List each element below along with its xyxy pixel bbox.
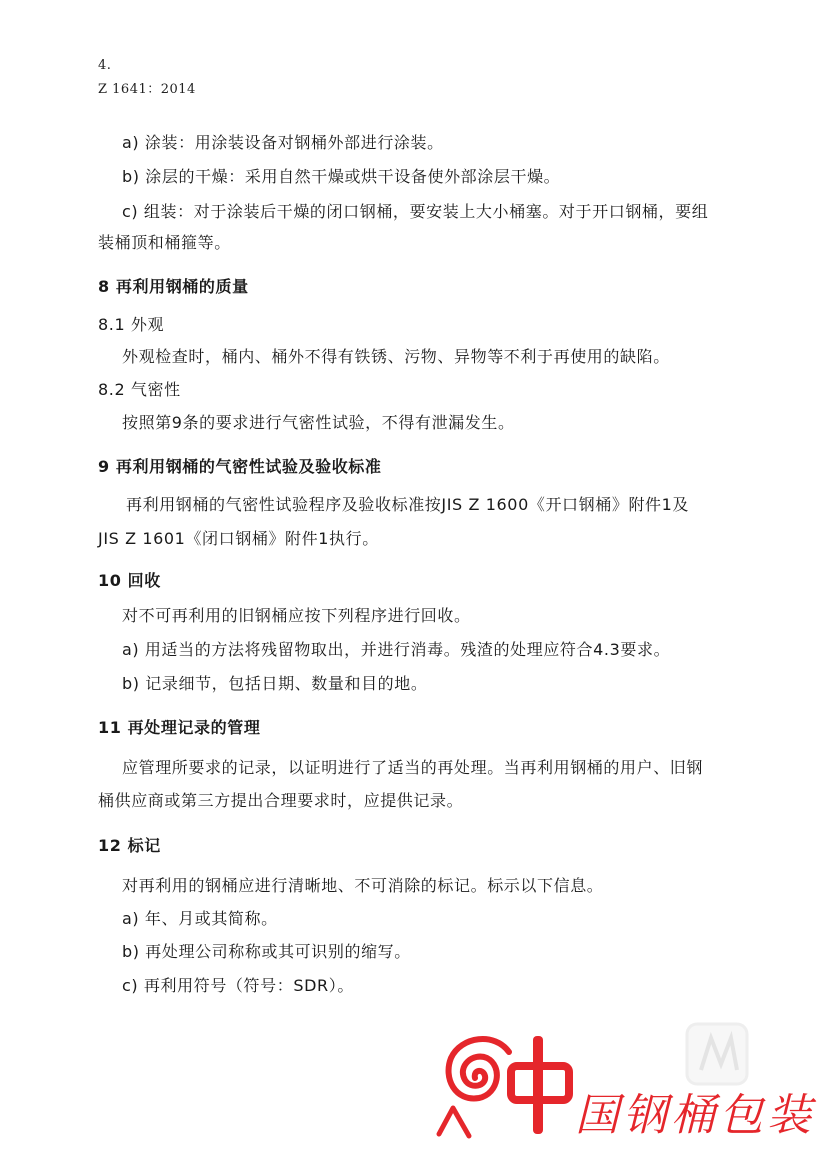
section-11-text: 应管理所要求的记录，以证明进行了适当的再处理。当再利用钢桶的用户、旧钢	[122, 758, 704, 777]
section-11-heading: 11 再处理记录的管理	[98, 718, 261, 737]
svg-text:国钢桶包装: 国钢桶包装	[575, 1090, 815, 1141]
section-9-text: 再利用钢桶的气密性试验程序及验收标准按JIS Z 1600《开口钢桶》附件1及	[126, 495, 690, 514]
section-8-2-heading: 8.2 气密性	[98, 380, 181, 399]
marking-item-c: c) 再利用符号（符号：SDR）。	[122, 976, 354, 995]
marking-item-b: b) 再处理公司称称或其可识别的缩写。	[122, 942, 411, 961]
coating-item-b: b) 涂层的干燥：采用自然干燥或烘干设备使外部涂层干燥。	[122, 167, 561, 186]
standard-code: Z 1641：2014	[98, 82, 196, 97]
assembly-item-c: c) 组装：对于涂装后干燥的闭口钢桶，要安装上大小桶塞。对于开口钢桶，要组	[122, 202, 709, 221]
appearance-text: 外观检查时，桶内、桶外不得有铁锈、污物、异物等不利于再使用的缺陷。	[122, 347, 670, 366]
section-9-heading: 9 再利用钢桶的气密性试验及验收标准	[98, 457, 382, 476]
section-10-intro: 对不可再利用的旧钢桶应按下列程序进行回收。	[122, 606, 471, 625]
section-8-1-heading: 8.1 外观	[98, 315, 165, 334]
coating-item-a: a) 涂装：用涂装设备对钢桶外部进行涂装。	[122, 133, 444, 152]
airtightness-text: 按照第9条的要求进行气密性试验，不得有泄漏发生。	[122, 413, 515, 432]
page-number: 4.	[98, 58, 112, 73]
recovery-item-a: a) 用适当的方法将残留物取出，并进行消毒。残渣的处理应符合4.3要求。	[122, 640, 671, 659]
section-10-heading: 10 回收	[98, 571, 161, 590]
recovery-item-b: b) 记录细节，包括日期、数量和目的地。	[122, 674, 428, 693]
section-11-text-cont: 桶供应商或第三方提出合理要求时，应提供记录。	[98, 791, 464, 810]
section-12-intro: 对再利用的钢桶应进行清晰地、不可消除的标记。标示以下信息。	[122, 876, 604, 895]
section-9-text-cont: JIS Z 1601《闭口钢桶》附件1执行。	[98, 529, 379, 548]
watermark-logo	[425, 1018, 815, 1141]
section-8-heading: 8 再利用钢桶的质量	[98, 277, 249, 296]
section-12-heading: 12 标记	[98, 836, 161, 855]
assembly-item-c-cont: 装桶顶和桶箍等。	[98, 233, 231, 252]
marking-item-a: a) 年、月或其简称。	[122, 909, 278, 928]
swirl-logo-icon	[425, 1018, 815, 1141]
